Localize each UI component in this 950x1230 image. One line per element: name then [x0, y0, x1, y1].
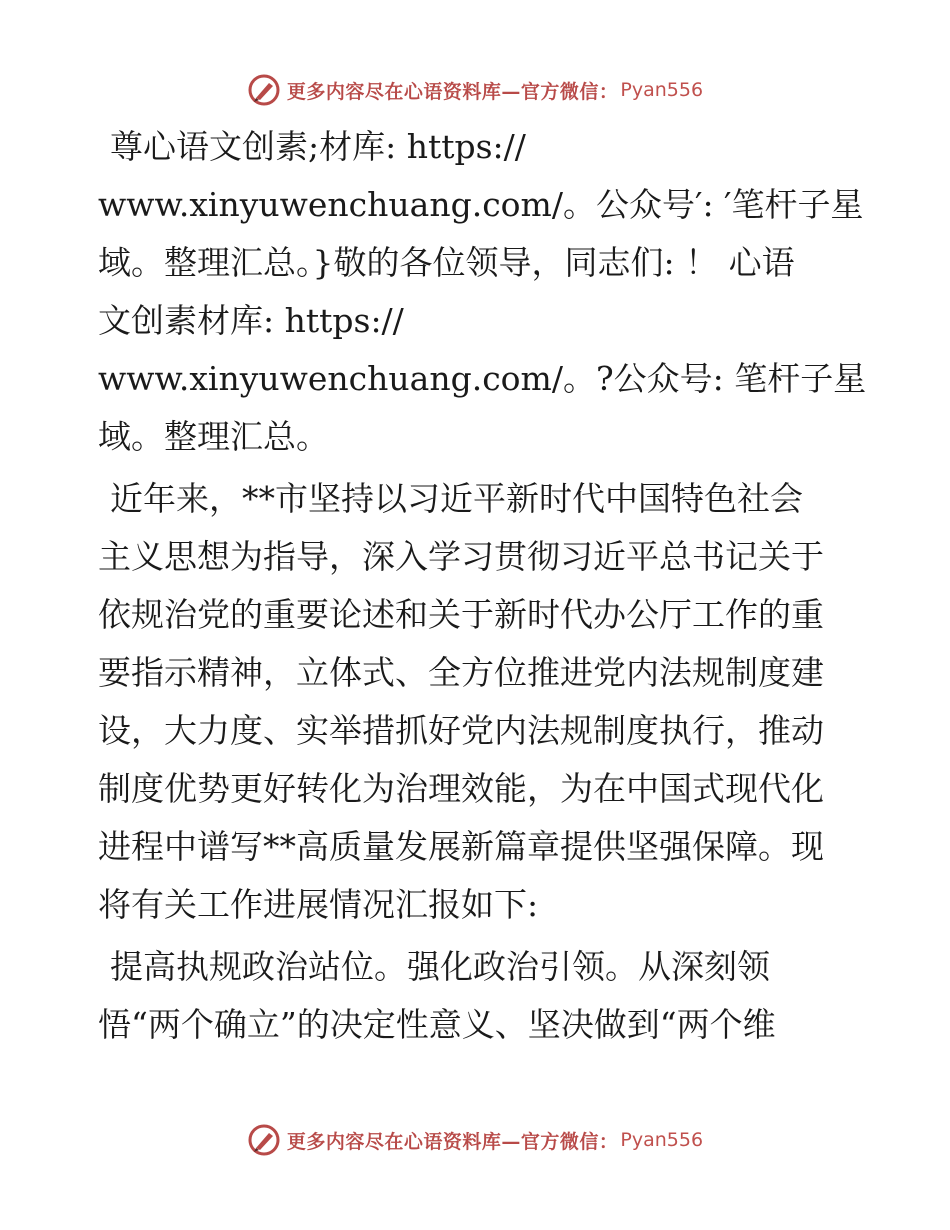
- document-body: [98, 118, 867, 1054]
- text-line: 要指示精神，立体式、全方位推进党内法规制度建: [98, 653, 824, 692]
- text-line: 域。整理汇总。: [98, 417, 329, 456]
- paragraph-intro: [98, 118, 867, 466]
- text-line: 提高执规政治站位。强化政治引领。从深刻领: [110, 947, 770, 986]
- text-line: www.xinyuwenchuang.com/。?公众号: 笔杆子星: [98, 359, 867, 398]
- header-banner-text: 更多内容尽在心语资料库—官方微信：: [286, 80, 619, 103]
- text-line: 制度优势更好转化为治理效能，为在中国式现代化: [98, 769, 824, 808]
- text-line: 尊心语文创素;材库: https://: [110, 127, 526, 166]
- text-line: 将有关工作进展情况汇报如下:: [98, 885, 539, 924]
- text-line: 进程中谱写**高质量发展新篇章提供坚强保障。现: [98, 827, 824, 866]
- text-line: 悟“两个确立”的决定性意义、坚决做到“两个维: [98, 1005, 776, 1044]
- footer-banner-text: 更多内容尽在心语资料库—官方微信：: [286, 1130, 619, 1153]
- pen-logo-icon: [247, 73, 281, 107]
- text-line: www.xinyuwenchuang.com/。公众号′: ′笔杆子星: [98, 185, 864, 224]
- footer-wechat-id: Pyan556: [620, 1129, 704, 1151]
- text-line: 近年来，**市坚持以习近平新时代中国特色社会: [110, 479, 803, 518]
- footer-banner: [0, 1120, 950, 1160]
- header-wechat-id: Pyan556: [620, 79, 704, 101]
- text-line: 设，大力度、实举措抓好党内法规制度执行，推动: [98, 711, 824, 750]
- paragraph-summary: [98, 470, 850, 934]
- paragraph-section-1: [98, 938, 850, 1054]
- text-line: 主义思想为指导，深入学习贯彻习近平总书记关于: [98, 537, 824, 576]
- pen-logo-icon: [247, 1123, 281, 1157]
- text-line: 依规治党的重要论述和关于新时代办公厅工作的重: [98, 595, 824, 634]
- text-line: 文创素材库: https://: [98, 301, 404, 340]
- header-banner: [0, 70, 950, 110]
- text-line: 域。整理汇总。}敬的各位领导，同志们: ！ 心语: [98, 243, 795, 282]
